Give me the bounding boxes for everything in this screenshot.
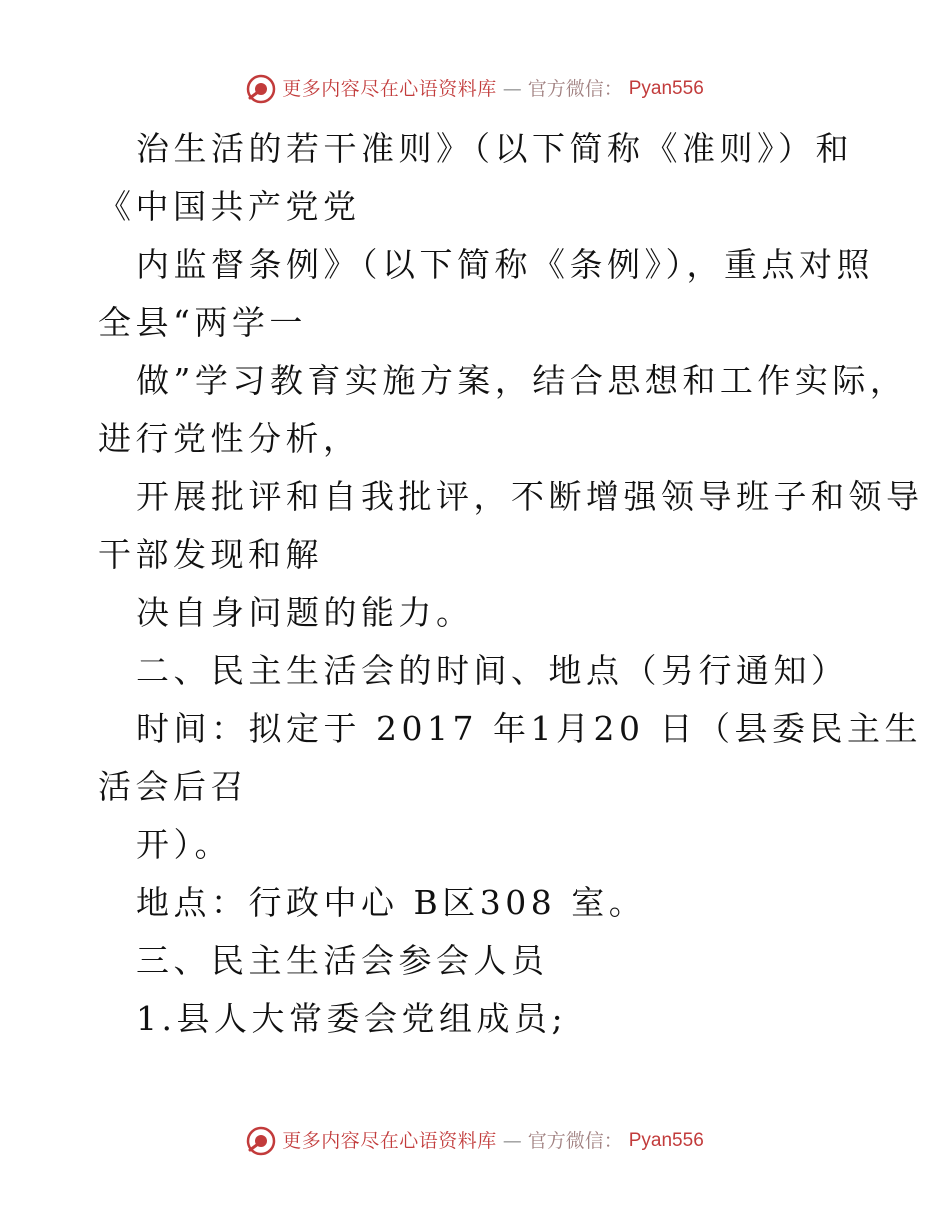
text-line: 开）。 bbox=[136, 825, 232, 864]
document-body bbox=[98, 120, 924, 1048]
seal-logo-icon bbox=[246, 74, 276, 104]
text-line: 《中国共产党党 bbox=[98, 187, 361, 226]
banner-separator: — bbox=[502, 78, 522, 100]
text-line: 开展批评和自我批评，不断增强领导班子和领导 bbox=[136, 477, 924, 516]
text-line: 做”学习教育实施方案，结合思想和工作实际， bbox=[136, 361, 908, 400]
seal-logo-icon bbox=[246, 1126, 276, 1156]
banner-wechat-label: 官方微信： bbox=[527, 78, 623, 100]
banner-title: 更多内容尽在心语资料库 bbox=[282, 78, 497, 100]
banner-separator: — bbox=[502, 1130, 522, 1152]
text-line: 全县“两学一 bbox=[98, 303, 307, 342]
text-line: 进行党性分析， bbox=[98, 419, 361, 458]
text-line: 内监督条例》（以下简称《条例》），重点对照 bbox=[136, 245, 874, 284]
section-heading: 二、民主生活会的时间、地点（另行通知） bbox=[136, 651, 849, 690]
banner-wechat-id: Pyan556 bbox=[628, 1130, 704, 1151]
banner-title: 更多内容尽在心语资料库 bbox=[282, 1130, 497, 1152]
text-line: 活会后召 bbox=[98, 767, 248, 806]
text-line: 决自身问题的能力。 bbox=[136, 593, 474, 632]
text-line: 地点：行政中心 B区308 室。 bbox=[136, 883, 647, 922]
text-line: 治生活的若干准则》（以下简称《准则》）和 bbox=[136, 129, 853, 168]
section-heading: 三、民主生活会参会人员 bbox=[136, 941, 549, 980]
header-banner bbox=[0, 74, 950, 104]
text-line: 时间：拟定于 2017 年1月20 日（县委民主生 bbox=[136, 709, 922, 748]
banner-wechat-id: Pyan556 bbox=[628, 78, 704, 99]
banner-wechat-label: 官方微信： bbox=[527, 1130, 623, 1152]
footer-banner bbox=[0, 1126, 950, 1156]
text-line: 干部发现和解 bbox=[98, 535, 323, 574]
list-item: 1.县人大常委会党组成员; bbox=[136, 999, 568, 1038]
